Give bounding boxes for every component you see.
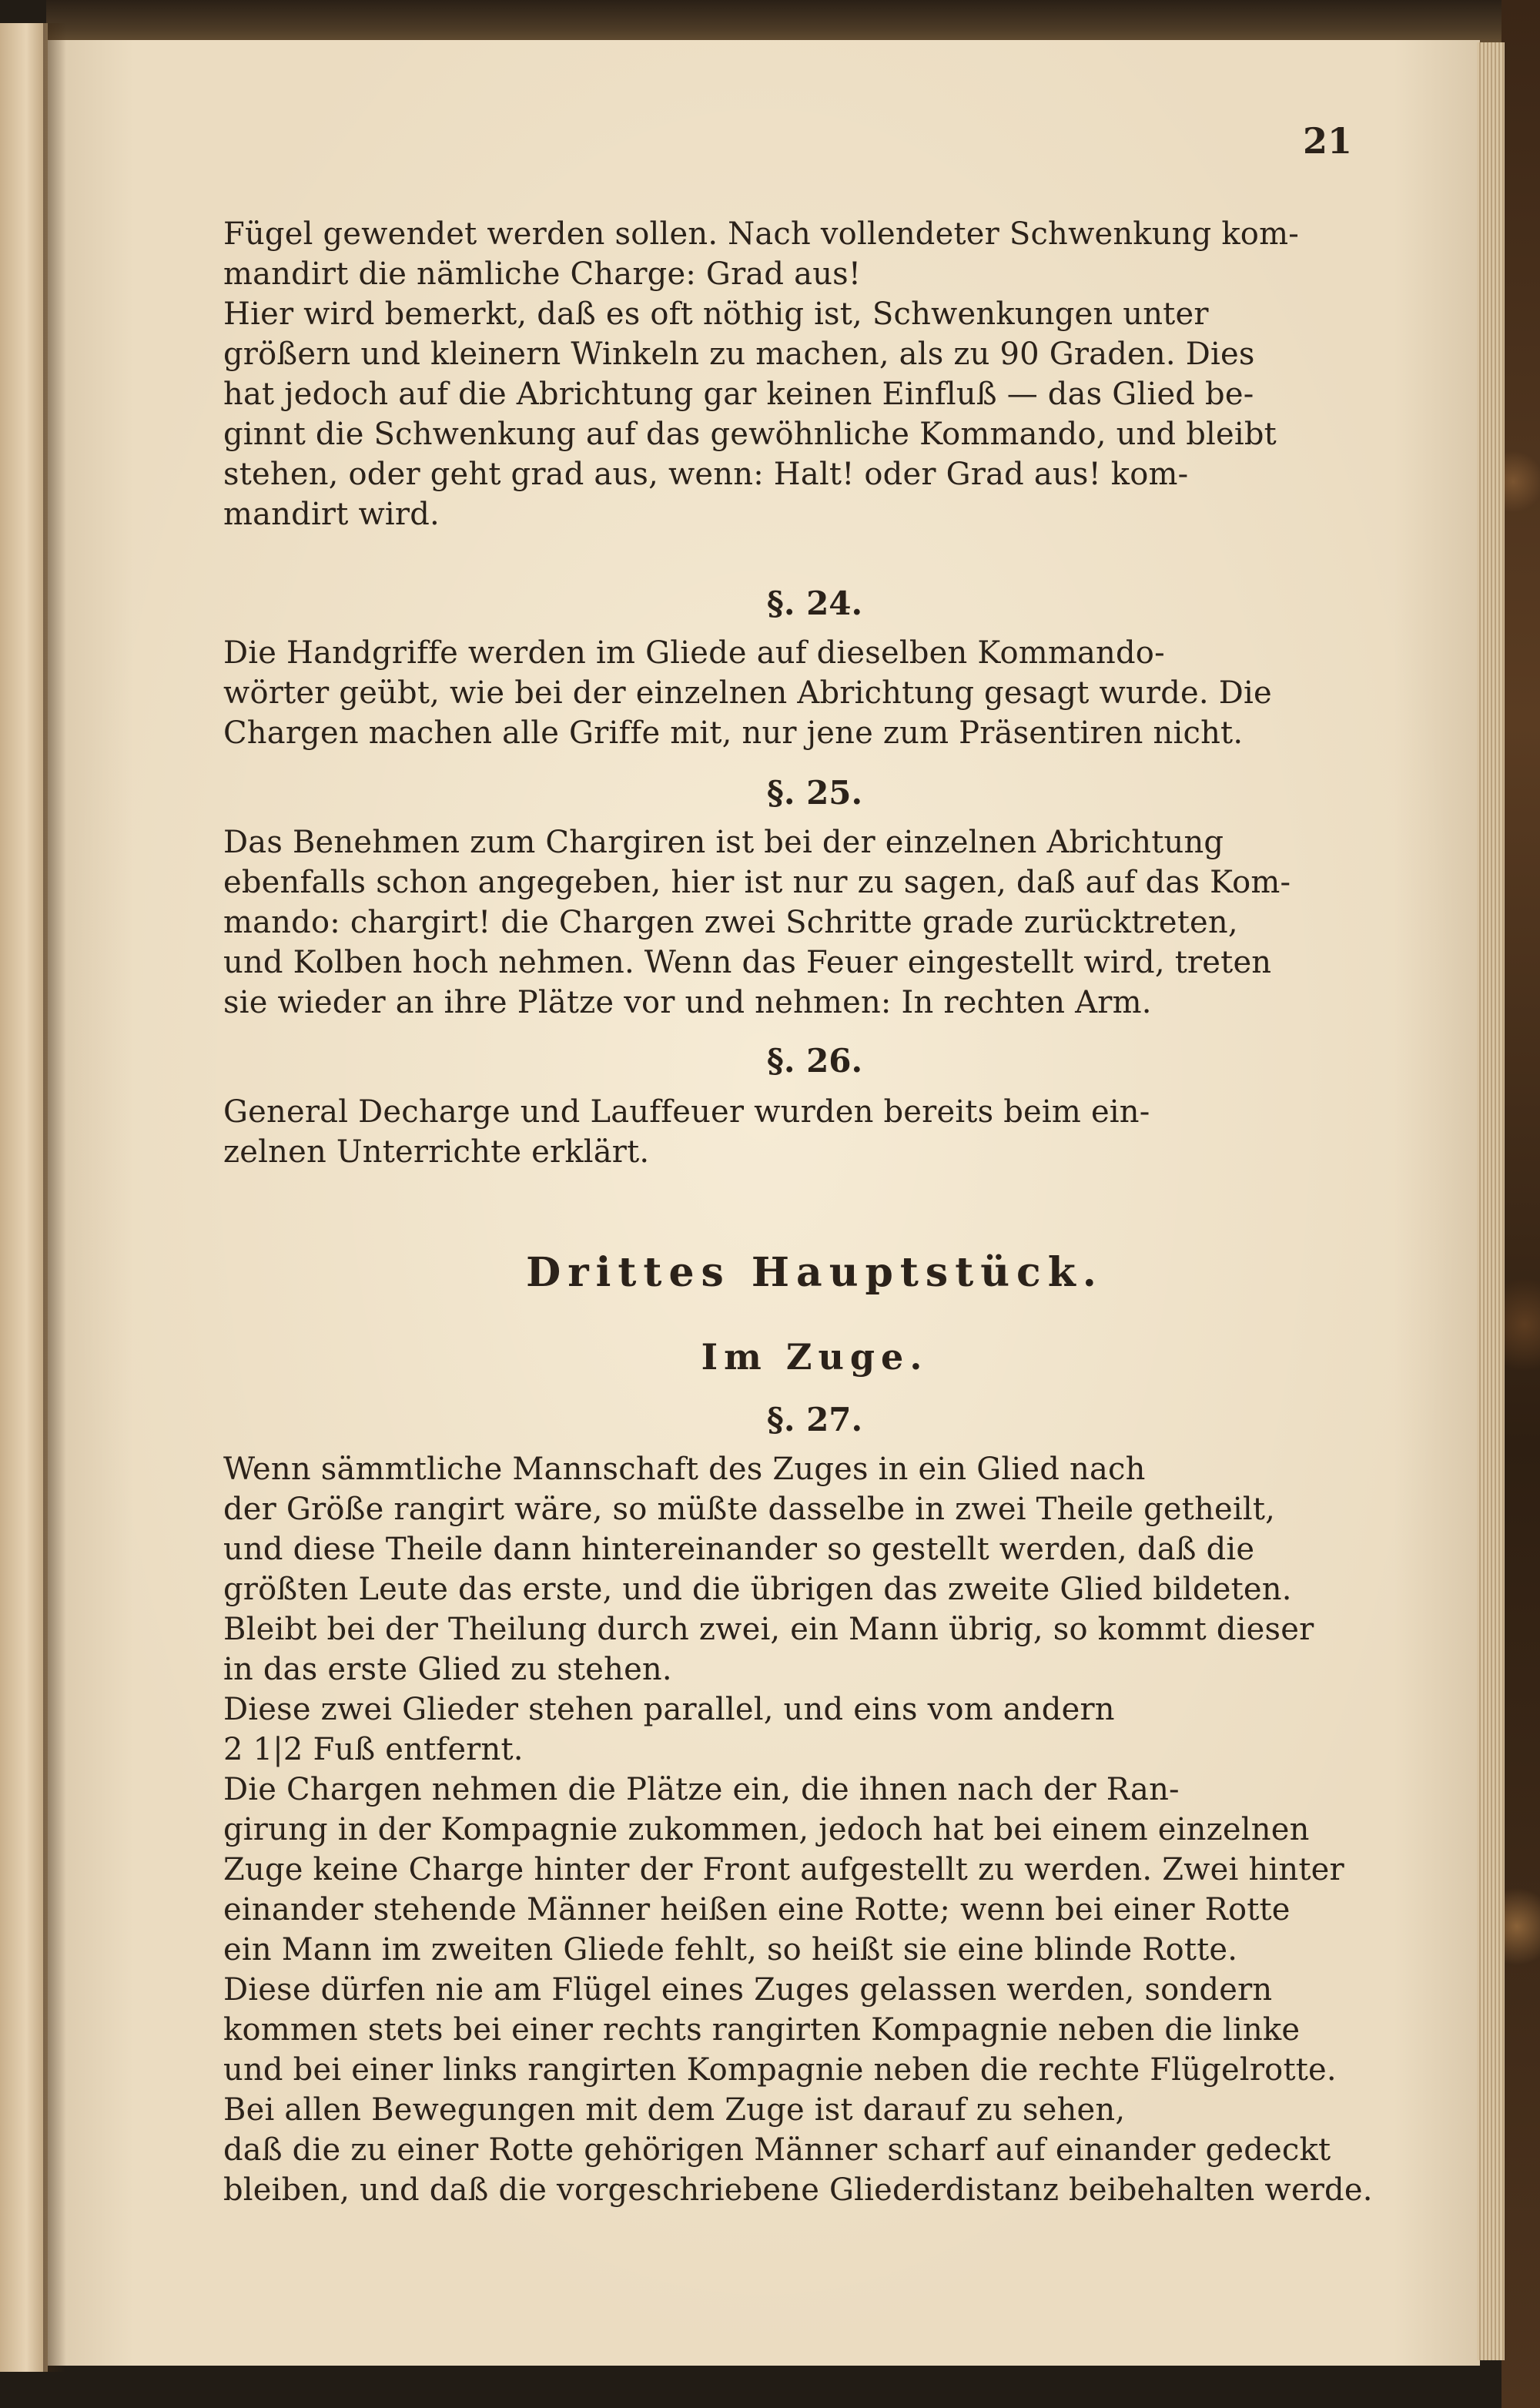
paragraph-24: Die Handgriffe werden im Gliede auf dieselben Kommando- wörter geübt, wie bei der einzelnen Abrichtung gesagt wurde. Die Chargen machen alle Griffe mit, nur jene zum Präsentiren nicht. — [223, 635, 1272, 751]
section-26-body — [223, 1092, 1406, 1172]
section-25-body — [223, 822, 1406, 1023]
page-block-edges — [1477, 42, 1505, 2360]
marbled-cover-edge — [1502, 0, 1540, 2408]
chapter-block — [223, 1248, 1406, 1298]
subchapter-block — [223, 1334, 1406, 1380]
gutter-shadow — [43, 23, 66, 2372]
section-24 — [223, 584, 1406, 624]
text-column — [223, 214, 1406, 534]
section-27-body — [223, 1449, 1406, 2210]
section-heading-25: §. 25. — [766, 774, 863, 812]
chapter-title: Drittes Hauptstück. — [526, 1249, 1103, 1296]
section-heading-26: §. 26. — [766, 1042, 863, 1080]
paragraph-27d: Bei allen Bewegungen mit dem Zuge ist darauf zu sehen, daß die zu einer Rotte gehörigen Männer scharf auf einander gedeckt bleiben, und daß die vorgeschriebene Gliederdistanz beibehalten werde. — [223, 2092, 1373, 2208]
paragraph-26: General Decharge und Lauffeuer wurden bereits beim ein- zelnen Unterrichte erklärt. — [223, 1094, 1150, 1170]
subchapter-title: Im Zuge. — [701, 1336, 929, 1378]
section-26 — [223, 1041, 1406, 1081]
paragraph-27a: Wenn sämmtliche Mannschaft des Zuges in ein Glied nach der Größe rangirt wäre, so müßte dasselbe in zwei Theile getheilt, und diese Theile dann hintereinander so gestellt werden, daß die größten Leute das erste, und die übrigen das zweite Glied bildeten. Bleibt bei der Theilung durch zwei, ein Mann übrig, so kommt dieser in das erste Glied zu stehen. — [223, 1452, 1314, 1687]
paragraph-continuation: Fügel gewendet werden sollen. Nach vollendeter Schwenkung kom- mandirt die nämliche Charge: Grad aus! Hier wird bemerkt, daß es oft nöthig ist, Schwenkungen unter größern und kleinern Winkeln zu machen, als zu 90 Graden. Dies hat jedoch auf die Abrichtung gar keinen Einfluß — das Glied be- ginnt die Schwenkung auf das gewöhnliche Kommando, und bleibt stehen, oder geht grad aus, wenn: Halt! oder Grad aus! kom- mandirt wird. — [223, 216, 1299, 532]
section-heading-27: §. 27. — [766, 1401, 863, 1438]
book-page — [48, 40, 1480, 2366]
section-heading-24: §. 24. — [766, 584, 863, 622]
section-27 — [223, 1400, 1406, 1440]
paragraph-25: Das Benehmen zum Chargiren ist bei der einzelnen Abrichtung ebenfalls schon angegeben, hier ist nur zu sagen, daß auf das Kom- mando: chargirt! die Chargen zwei Schritte grade zurücktreten, und Kolben hoch nehmen. Wenn das Feuer eingestellt wird, treten sie wieder an ihre Plätze vor und nehmen: In rechten Arm. — [223, 825, 1291, 1020]
section-25 — [223, 773, 1406, 813]
left-page-edge — [0, 23, 48, 2372]
section-24-body — [223, 633, 1406, 753]
paragraph-27c: Die Chargen nehmen die Plätze ein, die ihnen nach der Ran- girung in der Kompagnie zukommen, jedoch hat bei einem einzelnen Zuge keine Charge hinter der Front aufgestellt zu werden. Zwei hinter einander stehende Männer heißen eine Rotte; wenn bei einer Rotte ein Mann im zweiten Gliede fehlt, so heißt sie eine blinde Rotte. Diese dürfen nie am Flügel eines Zuges gelassen werden, sondern kommen stets bei einer rechts rangirten Kompagnie neben die linke und bei einer links rangirten Kompagnie neben die rechte Flügelrotte. — [223, 1772, 1344, 2088]
page-number: 21 — [1302, 120, 1352, 162]
paragraph-27b: Diese zwei Glieder stehen parallel, und eins vom andern 2 1|2 Fuß entfernt. — [223, 1692, 1115, 1767]
